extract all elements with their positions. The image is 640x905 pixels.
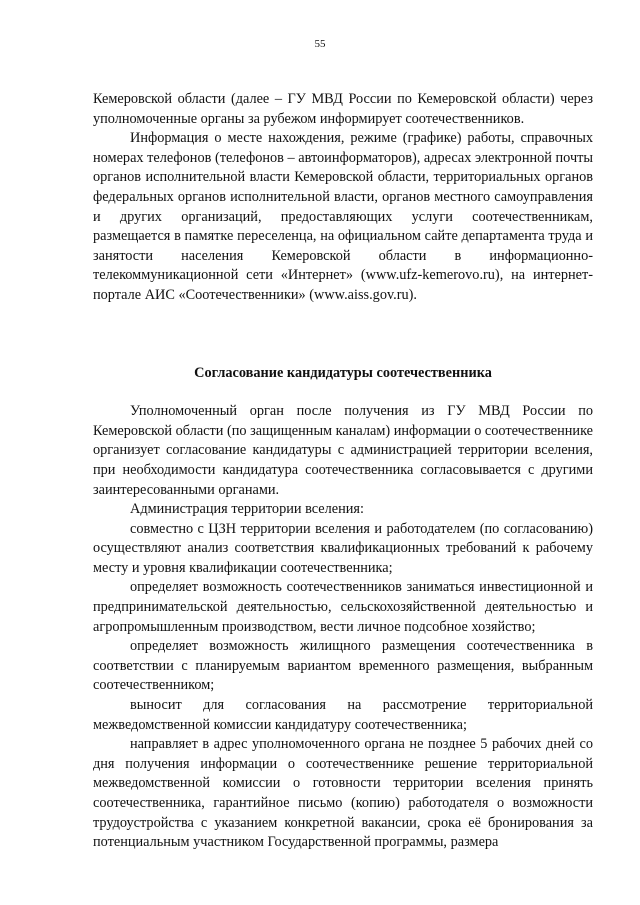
- section-gap: [93, 306, 593, 364]
- list-item-housing-possibility: определяет возможность жилищного размещения соотечественника в соответствии с планируемым вариантом временного размещения, выбранным соотечественником;: [93, 638, 593, 694]
- paragraph-administration: Администрация территории вселения:: [130, 501, 364, 518]
- list-item-qualification-analysis: совместно с ЦЗН территории вселения и работодателем (по согласованию) осуществляют анализ соответствия квалификационных требований к рабочему месту и уровня квалификации соотечественника;: [93, 520, 593, 576]
- section-heading: Согласование кандидатуры соотечественника: [194, 364, 492, 381]
- list-item-decision-sending: направляет в адрес уполномоченного органа не позднее 5 рабочих дней со дня получения информации о соотечественнике решение территориальной межведомственной комиссии о готовности территории вселения принять соотечественника, гарантийное письмо (копию) работодателя о возможности трудоустройства с указанием конкретной вакансии, срока её бронирования за потенциальным участником Государственной программы, размера: [93, 736, 593, 851]
- heading-gap: [93, 383, 593, 402]
- document-body: [93, 90, 593, 853]
- paragraph-intro-continuation: Кемеровской области (далее – ГУ МВД России по Кемеровской области) через уполномоченные органы за рубежом информирует соотечественников.: [93, 91, 593, 127]
- list-item-business-possibility: определяет возможность соотечественников заниматься инвестиционной и предпринимательской деятельностью, сельскохозяйственной деятельностью и агропромышленным производством, вести личное подсобное хозяйство;: [93, 579, 593, 635]
- paragraph-information: Информация о месте нахождения, режиме (графике) работы, справочных номерах телефонов (телефонов – автоинформаторов), адресах электронной почты органов исполнительной власти Кемеровской области, территориальных органов федеральных органов исполнительной власти, органов местного самоуправления и других организаций, предоставляющих услуги соотечественникам, размещается в памятке переселенца, на официальном сайте департамента труда и занятости населения Кемеровской области в информационно-телекоммуникационной сети «Интернет» (www.ufz-kemerovo.ru), на интернет-портале АИС «Соотечественники» (www.aiss.gov.ru).: [93, 130, 593, 303]
- page-number: 55: [314, 38, 326, 50]
- paragraph-approval: Уполномоченный орган после получения из ГУ МВД России по Кемеровской области (по защищенным каналам) информации о соотечественнике организует согласование кандидатуры с администрацией территории вселения, при необходимости кандидатура соотечественника согласовывается с другими заинтересованными органами.: [93, 403, 593, 498]
- list-item-commission-submission: выносит для согласования на рассмотрение территориальной межведомственной комиссии кандидатуру соотечественника;: [93, 697, 593, 733]
